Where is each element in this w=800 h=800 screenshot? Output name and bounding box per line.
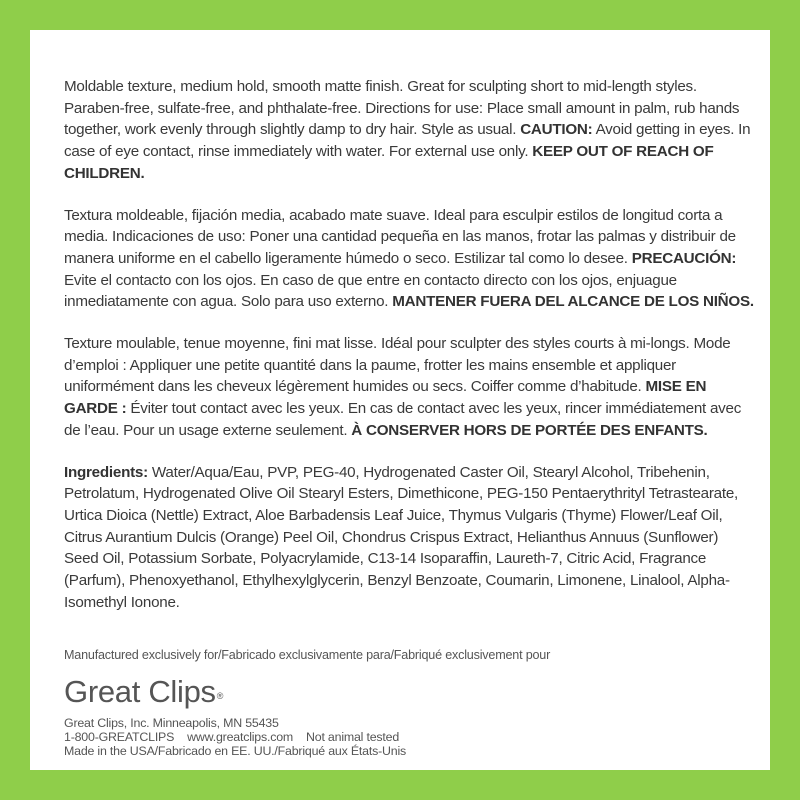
- company-address: Great Clips, Inc. Minneapolis, MN 55435: [64, 716, 279, 730]
- brand-logo: [64, 674, 754, 710]
- spanish-caution-label: PRECAUCIÓN:: [631, 249, 737, 267]
- brand-name: Great Clips: [64, 674, 216, 709]
- english-body: Moldable texture, medium hold, smooth matte finish. Great for sculpting short to mid-length styles. Paraben-free, sulfate-free, and phthalate-free. Directions for use: Place small amount in palm, rub hands together, work evenly through slightly damp to dry hair. Style as usual.: [64, 78, 740, 139]
- label-footer: [64, 648, 754, 759]
- spanish-body: Textura moldeable, fijación media, acabado mate suave. Ideal para esculpir estilos de longitud corta a media. Indicaciones de uso: Poner una cantidad pequeña en las manos, frotar las palmas y distribuir de manera uniforme en el cabello ligeramente húmedo o seco. Estilizar tal como lo desee.: [64, 206, 736, 267]
- ingredients-label: Ingredients:: [64, 463, 148, 481]
- registered-mark: ®: [216, 691, 224, 701]
- french-caution-text: Éviter tout contact avec les yeux. En cas de contact avec les yeux, rincer immédiatement avec de l’eau. Pour un usage externe seulement.: [64, 400, 742, 439]
- company-contact: 1-800-GREATCLIPS www.greatclips.com Not animal tested: [64, 730, 400, 745]
- french-caution-label: MISE EN GARDE :: [64, 378, 707, 418]
- english-caution-label: CAUTION:: [520, 121, 593, 139]
- english-warning: KEEP OUT OF REACH OF CHILDREN.: [64, 143, 714, 182]
- manufactured-line: Manufactured exclusively for/Fabricado exclusivamente para/Fabriqué exclusivement pour: [64, 648, 551, 662]
- ingredients-paragraph: [64, 462, 754, 614]
- spanish-caution-text: Evite el contacto con los ojos. En caso de que entre en contacto directo con los ojos, enjuague inmediatamente con agua. Solo para uso externo.: [64, 271, 677, 311]
- french-warning: À CONSERVER HORS DE PORTÉE DES ENFANTS.: [351, 421, 708, 439]
- country-of-origin: Made in the USA/Fabricado en EE. UU./Fabriqué aux États-Unis: [64, 744, 406, 759]
- french-body: Texture moulable, tenue moyenne, fini mat lisse. Idéal pour sculpter des styles courts à mi-longs. Mode d’emploi : Appliquer une petite quantité dans la paume, frotter les mains ensemble et appliquer uniformément dans les cheveux légèrement humides ou secs. Coiffer comme d’habitude.: [64, 335, 731, 396]
- label-content: [64, 76, 754, 633]
- english-paragraph: [64, 76, 754, 185]
- spanish-paragraph: [64, 205, 754, 314]
- ingredients-list: Water/Aqua/Eau, PVP, PEG-40, Hydrogenated Caster Oil, Stearyl Alcohol, Tribehenin, Petrolatum, Hydrogenated Olive Oil Stearyl Esters, Dimethicone, PEG-150 Pentaerythrityl Tetrastearate, Urtica Dioica (Nettle) Extract, Aloe Barbadensis Leaf Juice, Thymus Vulgaris (Thyme) Flower/Leaf Oil, Citrus Aurantium Dulcis (Orange) Peel Oil, Chondrus Crispus Extract, Helianthus Annuus (Sunflower) Seed Oil, Potassium Sorbate, Polyacrylamide, C13-14 Isoparaffin, Laureth-7, Citric Acid, Fragrance (Parfum), Phenoxyethanol, Ethylhexylglycerin, Benzyl Benzoate, Coumarin, Limonene, Linalool, Alpha-Isomethyl Ionone.: [64, 463, 738, 611]
- french-paragraph: [64, 333, 754, 442]
- label-panel: [30, 30, 770, 770]
- spanish-warning: MANTENER FUERA DEL ALCANCE DE LOS NIÑOS.: [392, 293, 754, 311]
- english-caution-text: Avoid getting in eyes. In case of eye contact, rinse immediately with water. For external use only.: [64, 121, 751, 161]
